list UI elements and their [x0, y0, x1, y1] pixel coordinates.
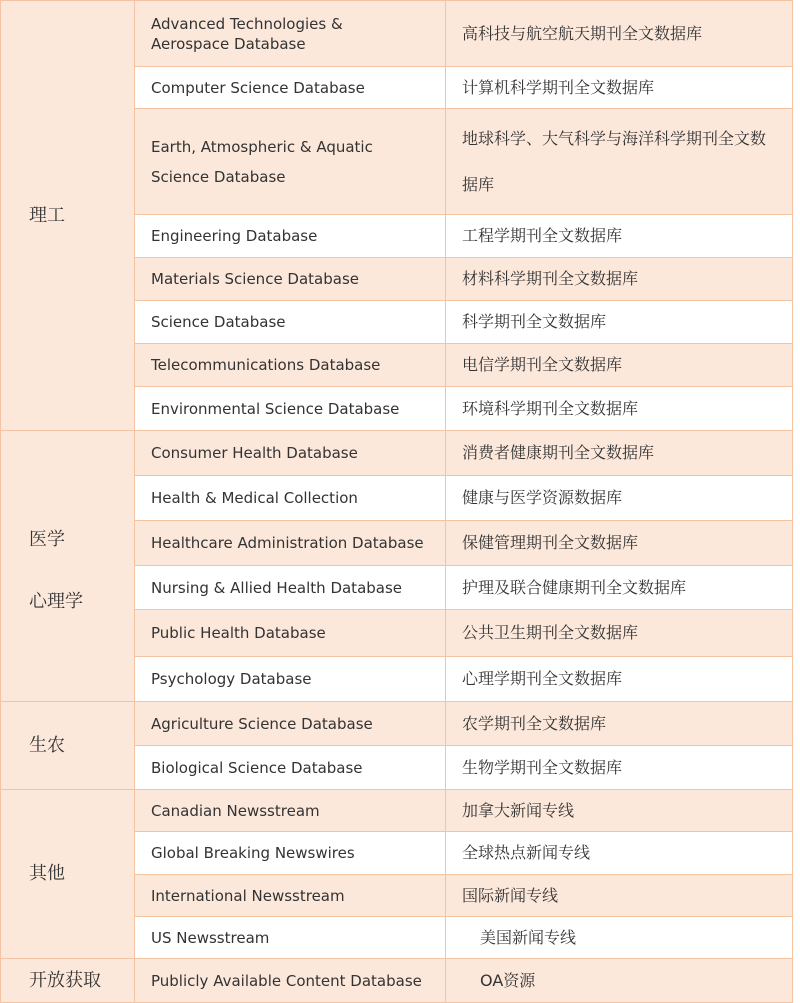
database-name-en: Biological Science Database	[135, 746, 446, 790]
category-cell-other	[1, 790, 135, 959]
database-name-en: Earth, Atmospheric & Aquatic Science Database	[135, 109, 446, 215]
database-name-zh: 公共卫生期刊全文数据库	[446, 610, 793, 657]
database-name-en: Computer Science Database	[135, 67, 446, 109]
category-cell-life-agriculture	[1, 702, 135, 790]
database-name-zh-cell	[446, 109, 793, 215]
database-name-zh: 地球科学、大气科学与海洋科学期刊全文数据库	[462, 128, 767, 194]
database-name-zh: 加拿大新闻专线	[446, 790, 793, 832]
table-row	[1, 959, 793, 1003]
database-name-en: Engineering Database	[135, 215, 446, 258]
database-name-en: Agriculture Science Database	[135, 702, 446, 746]
database-name-en: US Newsstream	[135, 917, 446, 959]
database-name-zh: 科学期刊全文数据库	[446, 301, 793, 344]
database-name-zh: 计算机科学期刊全文数据库	[446, 67, 793, 109]
database-name-zh: 工程学期刊全文数据库	[446, 215, 793, 258]
table-row	[1, 1, 793, 67]
database-name-zh: 环境科学期刊全文数据库	[446, 387, 793, 431]
database-name-zh: 保健管理期刊全文数据库	[446, 521, 793, 566]
category-cell-open-access	[1, 959, 135, 1003]
database-name-en: Materials Science Database	[135, 258, 446, 301]
category-cell-medicine-psychology	[1, 431, 135, 702]
database-name-zh: 材料科学期刊全文数据库	[446, 258, 793, 301]
database-name-en: Publicly Available Content Database	[135, 959, 446, 1003]
category-label: 理工	[29, 204, 65, 226]
database-name-zh: 生物学期刊全文数据库	[446, 746, 793, 790]
database-name-en: Environmental Science Database	[135, 387, 446, 431]
category-label: 生农	[29, 734, 65, 756]
database-name-zh: 农学期刊全文数据库	[446, 702, 793, 746]
category-label: 心理学	[29, 591, 83, 612]
category-cell-science-engineering	[1, 1, 135, 431]
table-row	[1, 702, 793, 746]
category-label: 开放获取	[29, 969, 101, 991]
database-name-zh: 高科技与航空航天期刊全文数据库	[446, 1, 793, 67]
database-name-en: Psychology Database	[135, 657, 446, 702]
database-name-en: Health & Medical Collection	[135, 476, 446, 521]
database-name-zh: OA资源	[446, 959, 793, 1003]
database-name-zh: 国际新闻专线	[446, 875, 793, 917]
database-name-en: Advanced Technologies & Aerospace Database	[135, 1, 446, 67]
database-name-en: Global Breaking Newswires	[135, 832, 446, 875]
database-name-en: Telecommunications Database	[135, 344, 446, 387]
database-name-zh: 美国新闻专线	[446, 917, 793, 959]
database-name-en: Public Health Database	[135, 610, 446, 657]
database-name-en: Science Database	[135, 301, 446, 344]
database-name-zh: 电信学期刊全文数据库	[446, 344, 793, 387]
database-name-en: Canadian Newsstream	[135, 790, 446, 832]
table-row	[1, 790, 793, 832]
database-name-en: Nursing & Allied Health Database	[135, 566, 446, 610]
database-name-zh: 心理学期刊全文数据库	[446, 657, 793, 702]
database-name-en: Consumer Health Database	[135, 431, 446, 476]
database-name-zh: 健康与医学资源数据库	[446, 476, 793, 521]
category-label: 医学	[29, 529, 65, 550]
database-name-zh: 消费者健康期刊全文数据库	[446, 431, 793, 476]
category-label: 其他	[29, 863, 65, 884]
database-name-zh: 全球热点新闻专线	[446, 832, 793, 875]
database-name-zh: 护理及联合健康期刊全文数据库	[446, 566, 793, 610]
table-row	[1, 431, 793, 476]
database-name-en: International Newsstream	[135, 875, 446, 917]
database-name-en: Healthcare Administration Database	[135, 521, 446, 566]
